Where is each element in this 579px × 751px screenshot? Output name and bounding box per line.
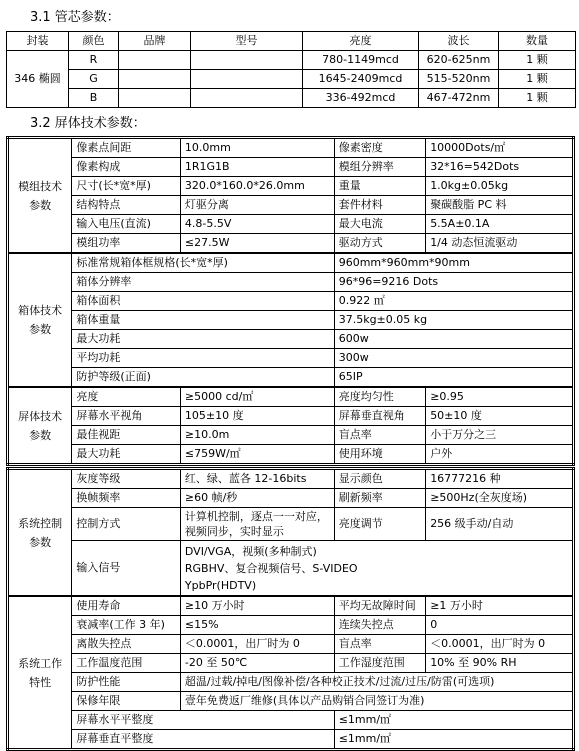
param-name: 像素密度 xyxy=(334,138,425,158)
header-color: 颜色 xyxy=(69,32,119,51)
input-signal-line: YpbPr(HDTV) xyxy=(184,578,257,592)
param-value: 聚碳酸脂 PC 料 xyxy=(426,196,574,215)
control-group-label: 系统控制参数 xyxy=(8,469,72,597)
param-name: 盲点率 xyxy=(334,635,425,654)
param-name: 平均功耗 xyxy=(72,349,334,368)
cabinet-row xyxy=(8,253,574,273)
param-name: 使用环境 xyxy=(334,445,425,465)
screen-row xyxy=(8,387,574,407)
param-value: 超温/过载/掉电/图像补偿/各种校正技术/过流/过压/防雷(可选项) xyxy=(180,673,573,692)
param-value: 10.0mm xyxy=(180,138,334,158)
param-value: ＜0.0001，出厂时为 0 xyxy=(426,635,574,654)
param-value: ≥5000 cd/㎡ xyxy=(180,387,334,407)
param-value: ≤1mm/㎡ xyxy=(334,730,573,750)
param-name: 套件材料 xyxy=(334,196,425,215)
brightness-cell: 336-492mcd xyxy=(303,89,419,108)
param-value: 1.0kg±0.05kg xyxy=(426,177,574,196)
param-name: 防护等级(正面) xyxy=(72,368,334,388)
screen-row xyxy=(8,426,574,445)
param-value: ≥0.95 xyxy=(426,387,574,407)
param-name: 模组分辨率 xyxy=(334,158,425,177)
brand-cell xyxy=(119,51,191,70)
param-value: ＜0.0001，出厂时为 0 xyxy=(180,635,334,654)
wavelength-cell: 515-520nm xyxy=(419,70,499,89)
module-group-label: 模组技术参数 xyxy=(8,138,72,254)
header-model: 型号 xyxy=(191,32,303,51)
module-row xyxy=(8,215,574,234)
param-value: 105±10 度 xyxy=(180,407,334,426)
param-name: 连续失控点 xyxy=(334,616,425,635)
param-value: 16777216 种 xyxy=(426,469,574,489)
input-signal-list xyxy=(180,541,573,597)
color-cell: R xyxy=(69,51,119,70)
param-name: 输入信号 xyxy=(72,541,181,597)
system-params-table xyxy=(6,467,575,751)
module-row xyxy=(8,138,574,158)
cabinet-row xyxy=(8,330,574,349)
param-name: 衰减率(工作 3 年) xyxy=(72,616,181,635)
param-name: 箱体重量 xyxy=(72,311,334,330)
param-value: 96*96=9216 Dots xyxy=(334,273,573,292)
param-value: 1R1G1B xyxy=(180,158,334,177)
param-name: 灰度等级 xyxy=(72,469,181,489)
param-name: 离散失控点 xyxy=(72,635,181,654)
cabinet-group-label: 箱体技术参数 xyxy=(8,253,72,387)
param-name: 控制方式 xyxy=(72,508,181,541)
qty-cell: 1 颗 xyxy=(499,51,576,70)
work-row xyxy=(8,673,574,692)
param-value: 0 xyxy=(426,616,574,635)
param-name: 模组功率 xyxy=(72,234,181,254)
chip-row-b xyxy=(7,89,576,108)
brightness-cell: 1645-2409mcd xyxy=(303,70,419,89)
param-name: 最大功耗 xyxy=(72,445,181,465)
param-value: ≥10 万小时 xyxy=(180,596,334,616)
wavelength-cell: 620-625nm xyxy=(419,51,499,70)
param-value: 300w xyxy=(334,349,573,368)
chip-header-row xyxy=(7,32,576,51)
screen-group-label: 屏体技术参数 xyxy=(8,387,72,465)
param-value: 红、绿、蓝各 12-16bits xyxy=(180,469,334,489)
param-value: 10000Dots/㎡ xyxy=(426,138,574,158)
param-value: 0.922 ㎡ xyxy=(334,292,573,311)
param-name: 最大电流 xyxy=(334,215,425,234)
cabinet-row xyxy=(8,292,574,311)
model-cell xyxy=(191,51,303,70)
work-row xyxy=(8,711,574,730)
param-value: 5.5A±0.1A xyxy=(426,215,574,234)
param-value: 320.0*160.0*26.0mm xyxy=(180,177,334,196)
param-name: 平均无故障时间 xyxy=(334,596,425,616)
param-value: 小于万分之三 xyxy=(426,426,574,445)
param-name: 屏幕垂直平整度 xyxy=(72,730,334,750)
param-value: 户外 xyxy=(426,445,574,465)
section-heading-chip: 3.1 管芯参数： xyxy=(30,10,120,25)
work-row xyxy=(8,654,574,673)
param-value: ≤759W/㎡ xyxy=(180,445,334,465)
cabinet-row xyxy=(8,311,574,330)
chip-row-r xyxy=(7,51,576,70)
param-name: 输入电压(直流) xyxy=(72,215,181,234)
control-row xyxy=(8,508,574,541)
param-value: 计算机控制，逐点一一对应，视频同步，实时显示 xyxy=(180,508,334,541)
param-value: 4.8-5.5V xyxy=(180,215,334,234)
param-value: 壹年免费返厂维修(具体以产品购销合同签订为准) xyxy=(180,692,573,711)
param-name: 防护性能 xyxy=(72,673,181,692)
param-name: 换帧频率 xyxy=(72,489,181,508)
screen-row xyxy=(8,445,574,465)
param-value: ≤15% xyxy=(180,616,334,635)
input-signal-line: DVI/VGA，视频(多种制式) xyxy=(184,544,317,558)
param-name: 使用寿命 xyxy=(72,596,181,616)
param-name: 屏幕水平视角 xyxy=(72,407,181,426)
qty-cell: 1 颗 xyxy=(499,89,576,108)
header-qty: 数量 xyxy=(499,32,576,51)
param-value: 960mm*960mm*90mm xyxy=(334,253,573,273)
work-group-label: 系统工作特性 xyxy=(8,596,72,750)
input-signal-line: RGBHV、复合视频信号、S-VIDEO xyxy=(184,561,358,575)
param-name: 亮度均匀性 xyxy=(334,387,425,407)
param-value: ≥60 帧/秒 xyxy=(180,489,334,508)
param-name: 最大功耗 xyxy=(72,330,334,349)
param-value: 灯驱分离 xyxy=(180,196,334,215)
param-value: -20 至 50℃ xyxy=(180,654,334,673)
work-row xyxy=(8,692,574,711)
param-value: 1/4 动态恒流驱动 xyxy=(426,234,574,254)
work-row xyxy=(8,616,574,635)
work-row xyxy=(8,635,574,654)
color-cell: B xyxy=(69,89,119,108)
color-cell: G xyxy=(69,70,119,89)
screen-params-table xyxy=(6,136,575,466)
work-row xyxy=(8,730,574,750)
param-value: ≤27.5W xyxy=(180,234,334,254)
control-row xyxy=(8,541,574,597)
header-wavelength: 波长 xyxy=(419,32,499,51)
screen-row xyxy=(8,407,574,426)
param-name: 工作湿度范围 xyxy=(334,654,425,673)
param-name: 最佳视距 xyxy=(72,426,181,445)
control-row xyxy=(8,489,574,508)
param-name: 箱体面积 xyxy=(72,292,334,311)
param-value: 37.5kg±0.05 kg xyxy=(334,311,573,330)
model-cell xyxy=(191,89,303,108)
param-name: 箱体分辨率 xyxy=(72,273,334,292)
param-name: 屏幕垂直视角 xyxy=(334,407,425,426)
param-name: 盲点率 xyxy=(334,426,425,445)
header-brand: 品牌 xyxy=(119,32,191,51)
param-value: ≥10.0m xyxy=(180,426,334,445)
module-row xyxy=(8,177,574,196)
param-value: 600w xyxy=(334,330,573,349)
header-brightness: 亮度 xyxy=(303,32,419,51)
param-value: 10% 至 90% RH xyxy=(426,654,574,673)
param-value: ≤1mm/㎡ xyxy=(334,711,573,730)
param-name: 标准常规箱体框规格(长*宽*厚) xyxy=(72,253,334,273)
param-name: 工作温度范围 xyxy=(72,654,181,673)
param-value: 65IP xyxy=(334,368,573,388)
header-package: 封装 xyxy=(7,32,69,51)
wavelength-cell: 467-472nm xyxy=(419,89,499,108)
param-value: 50±10 度 xyxy=(426,407,574,426)
param-name: 驱动方式 xyxy=(334,234,425,254)
param-name: 像素构成 xyxy=(72,158,181,177)
param-name: 尺寸(长*宽*厚) xyxy=(72,177,181,196)
package-cell: 346 椭圆 xyxy=(7,51,69,108)
chip-row-g xyxy=(7,70,576,89)
model-cell xyxy=(191,70,303,89)
module-row xyxy=(8,234,574,254)
param-name: 刷新频率 xyxy=(334,489,425,508)
param-name: 结构特点 xyxy=(72,196,181,215)
param-value: ≥500Hz(全灰度场) xyxy=(426,489,574,508)
param-value: ≥1 万小时 xyxy=(426,596,574,616)
cabinet-row xyxy=(8,273,574,292)
brand-cell xyxy=(119,89,191,108)
module-row xyxy=(8,196,574,215)
brightness-cell: 780-1149mcd xyxy=(303,51,419,70)
chip-params-table xyxy=(6,31,576,108)
qty-cell: 1 颗 xyxy=(499,70,576,89)
control-row xyxy=(8,469,574,489)
cabinet-row xyxy=(8,368,574,388)
brand-cell xyxy=(119,70,191,89)
param-name: 亮度 xyxy=(72,387,181,407)
param-value: 32*16=542Dots xyxy=(426,158,574,177)
cabinet-row xyxy=(8,349,574,368)
section-heading-screen: 3.2 屏体技术参数： xyxy=(30,116,146,131)
module-row xyxy=(8,158,574,177)
param-name: 亮度调节 xyxy=(334,508,425,541)
param-name: 重量 xyxy=(334,177,425,196)
work-row xyxy=(8,596,574,616)
param-value: 256 级手动/自动 xyxy=(426,508,574,541)
param-name: 显示颜色 xyxy=(334,469,425,489)
param-name: 屏幕水平平整度 xyxy=(72,711,334,730)
param-name: 保修年限 xyxy=(72,692,181,711)
param-name: 像素点间距 xyxy=(72,138,181,158)
